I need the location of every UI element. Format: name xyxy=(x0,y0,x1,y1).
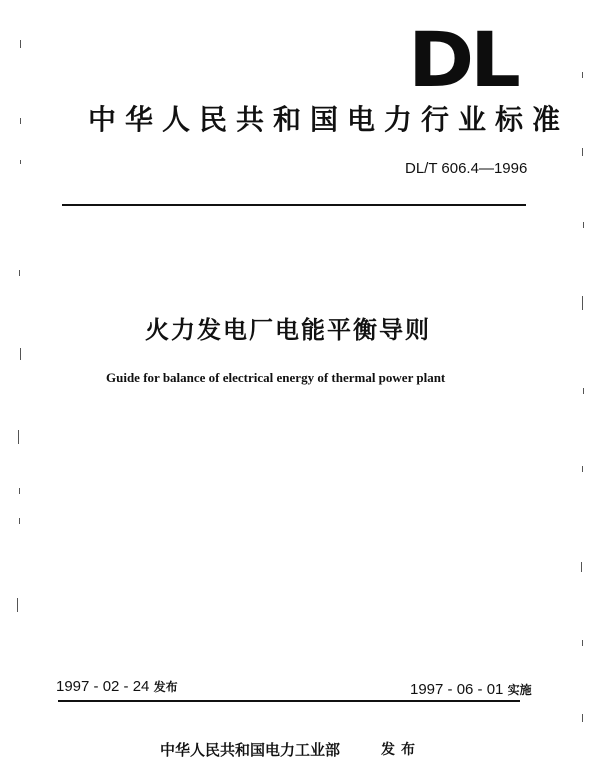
scan-mark xyxy=(582,148,583,156)
scan-mark xyxy=(20,160,21,164)
scan-mark xyxy=(582,466,583,472)
document-title-cn: 火力发电厂电能平衡导则 xyxy=(145,316,431,344)
issue-date-label: 发布 xyxy=(153,680,178,694)
document-title-en: Guide for balance of electrical energy of thermal power plant xyxy=(106,370,446,385)
implement-date-line xyxy=(410,681,532,699)
scan-mark xyxy=(18,430,19,444)
top-divider xyxy=(62,204,526,206)
scan-mark xyxy=(19,488,20,494)
scan-mark xyxy=(582,72,583,78)
scan-mark xyxy=(19,270,20,276)
issue-date-line xyxy=(56,678,178,696)
standard-code: DL/T 606.4—1996 xyxy=(405,160,528,177)
implement-date-label: 实施 xyxy=(507,683,532,697)
scan-mark xyxy=(20,348,21,360)
scan-mark xyxy=(19,518,20,524)
bottom-divider xyxy=(58,700,520,702)
scan-mark xyxy=(20,40,21,48)
scan-mark xyxy=(581,562,582,572)
scan-mark xyxy=(583,222,584,228)
implement-date: 1997 - 06 - 01 xyxy=(410,681,504,698)
scan-mark xyxy=(583,388,584,394)
scan-mark xyxy=(17,598,18,612)
scan-mark xyxy=(582,640,583,646)
header-title: 中华人民共和国电力行业标准 xyxy=(88,103,570,136)
issuer-label: 发布 xyxy=(381,742,421,758)
issuer: 中华人民共和国电力工业部 xyxy=(160,741,341,759)
scan-mark xyxy=(582,296,583,310)
scan-mark xyxy=(20,118,21,124)
issue-date: 1997 - 02 - 24 xyxy=(56,678,150,695)
dl-logo: DL xyxy=(408,15,517,104)
scan-mark xyxy=(582,714,583,722)
